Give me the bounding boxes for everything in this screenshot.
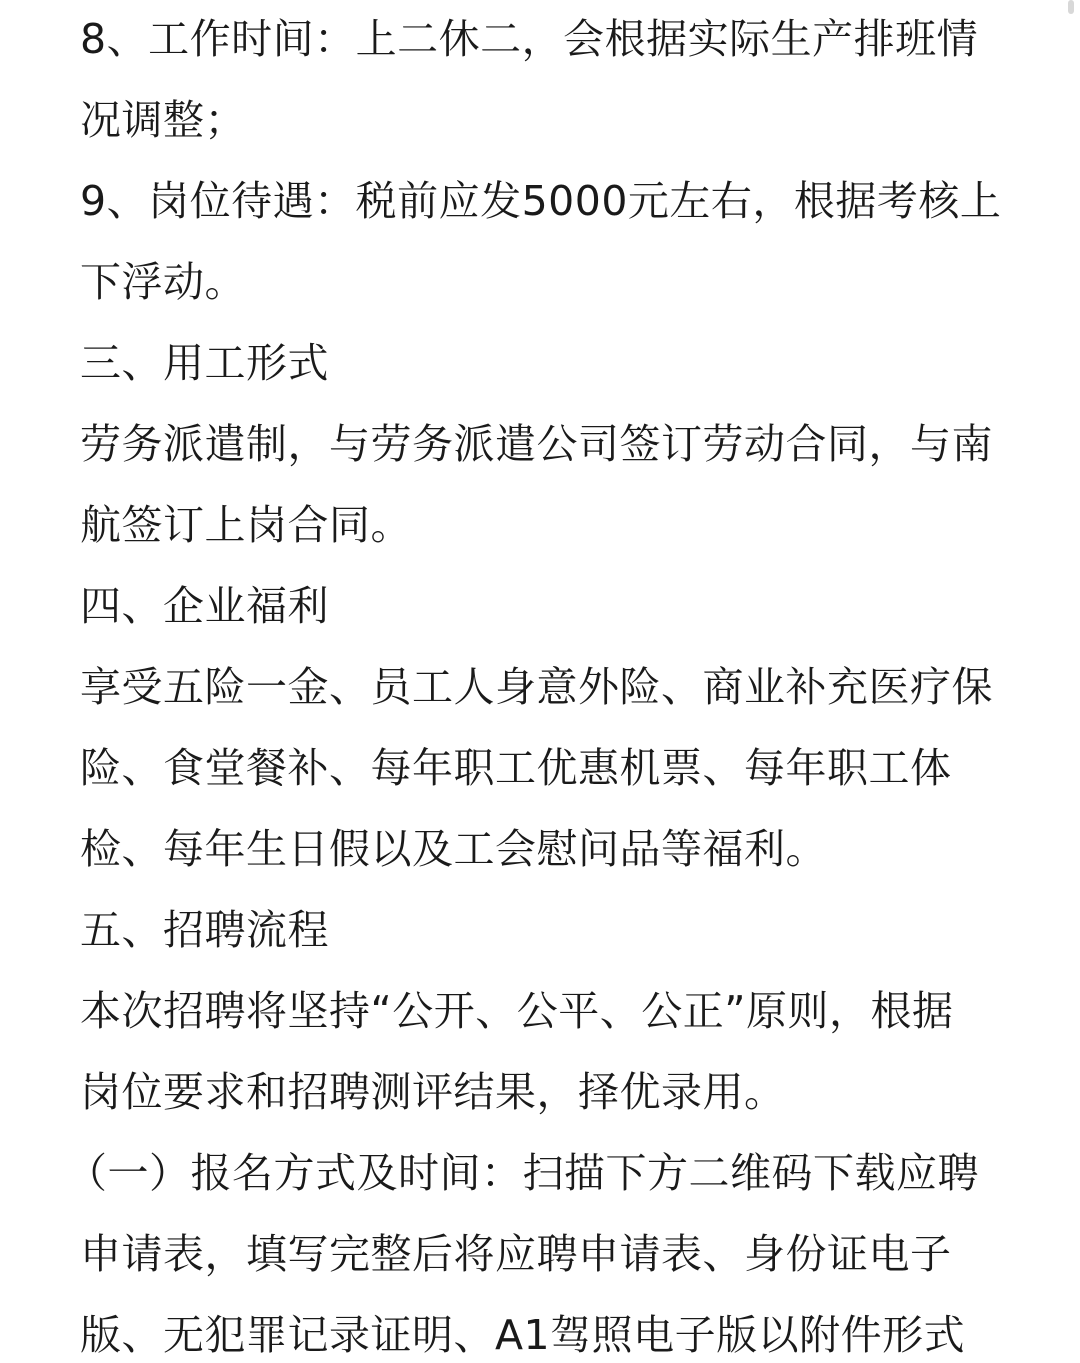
scrollbar[interactable] bbox=[1066, 0, 1080, 1363]
section-heading-employment: 三、用工形式 bbox=[80, 339, 329, 387]
scrollbar-thumb[interactable] bbox=[1068, 0, 1074, 14]
text-line-4: 下浮动。 bbox=[80, 258, 246, 306]
text-line-3: 9、岗位待遇：税前应发5000元左右，根据考核上 bbox=[80, 177, 1002, 225]
text-line-14: 岗位要求和招聘测评结果，择优录用。 bbox=[80, 1068, 786, 1116]
text-line-2: 况调整； bbox=[80, 96, 246, 144]
section-heading-process: 五、招聘流程 bbox=[80, 906, 329, 954]
text-line-17: 版、无犯罪记录证明、A1驾照电子版以附件形式 bbox=[80, 1311, 966, 1359]
text-line-10: 险、食堂餐补、每年职工优惠机票、每年职工体 bbox=[80, 744, 952, 792]
text-line-1: 8、工作时间：上二休二，会根据实际生产排班情 bbox=[80, 15, 979, 63]
text-line-15: （一）报名方式及时间：扫描下方二维码下载应聘 bbox=[66, 1149, 979, 1197]
text-line-13: 本次招聘将坚持“公开、公平、公正”原则，根据 bbox=[80, 987, 954, 1035]
text-line-9: 享受五险一金、员工人身意外险、商业补充医疗保 bbox=[80, 663, 993, 711]
text-line-7: 航签订上岗合同。 bbox=[80, 501, 412, 549]
text-line-11: 检、每年生日假以及工会慰问品等福利。 bbox=[80, 825, 827, 873]
text-line-16: 申请表，填写完整后将应聘申请表、身份证电子 bbox=[80, 1230, 952, 1278]
section-heading-benefits: 四、企业福利 bbox=[80, 582, 329, 630]
text-line-6: 劳务派遣制，与劳务派遣公司签订劳动合同，与南 bbox=[80, 420, 993, 468]
